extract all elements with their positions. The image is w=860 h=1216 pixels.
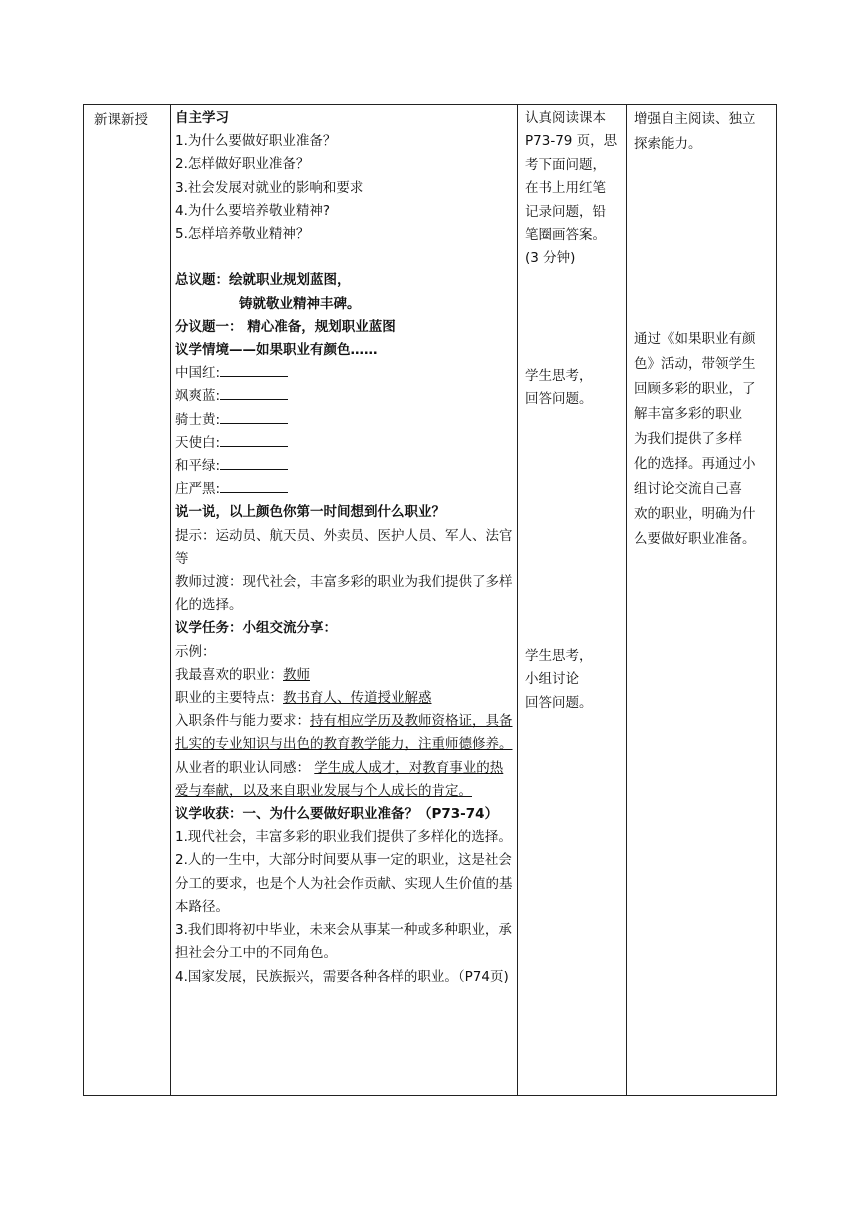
example-label: 示例：: [175, 643, 216, 660]
answer-blank: [220, 362, 288, 377]
answer-blank: [220, 432, 288, 447]
situation-heading: 议学情境——如果职业有颜色……: [175, 342, 378, 359]
identity-row: [175, 757, 513, 803]
student-activity-cell: [517, 105, 626, 1095]
intent-line: 欢的职业，明确为什: [634, 506, 756, 522]
harvest-point: 3.我们即将初中毕业，未来会从事某一种或多种职业，承担社会分工中的不同角色。: [175, 922, 512, 962]
field-value: 教书育人、传道授业解惑: [283, 690, 432, 707]
color-blank-row: [175, 455, 513, 478]
question-item: 5.怎样培养敬业精神？: [175, 226, 310, 243]
color-blank-row: [175, 478, 513, 501]
teacher-transition: 教师过渡：现代社会，丰富多彩的职业为我们提供了多样化的选择。: [175, 574, 513, 614]
harvest-point: 4.国家发展，民族振兴，需要各种各样的职业。（P74页): [175, 968, 509, 985]
color-blank-row: [175, 432, 513, 455]
harvest-heading: 议学收获：一、为什么要做好职业准备？（P73-74）: [175, 806, 499, 823]
activity-line: 回答问题。: [525, 391, 593, 408]
activity-line: (3 分钟): [525, 250, 576, 267]
field-value: 持有相应学历及教师资格证，具备扎实的专业知识与出色的教育教学能力，注重师德修养。: [175, 713, 513, 753]
question-item: 4.为什么要培养敬业精神?: [175, 202, 331, 219]
main-topic: 总议题：绘就职业规划蓝图，: [175, 272, 351, 289]
activity-line: 记录问题，铅: [525, 203, 606, 220]
discussion-prompt: 说一说，以上颜色你第一时间想到什么职业？: [175, 504, 445, 521]
answer-blank: [220, 478, 288, 493]
harvest-point: 1.现代社会，丰富多彩的职业我们提供了多样化的选择。: [175, 829, 512, 846]
activity-block: [525, 645, 593, 715]
job-feature-row: [175, 687, 513, 710]
intent-line: 通过《如果职业有颜: [634, 331, 756, 347]
answer-blank: [220, 385, 288, 400]
field-label: 入职条件与能力要求：: [175, 713, 310, 730]
intent-line: 增强自主阅读、独立: [634, 111, 756, 127]
color-label: 中国红:: [175, 365, 221, 382]
activity-line: 在书上用红笔: [525, 180, 606, 197]
content-cell: [170, 105, 517, 1095]
hint-text: 提示：运动员、航天员、外卖员、医护人员、军人、法官等: [175, 527, 513, 567]
main-topic-continued: 铸就敬业精神丰碑。: [239, 295, 361, 312]
subtopic: 分议题一： 精心准备，规划职业蓝图: [175, 318, 396, 335]
field-value: 学生成人成才，对教育事业的热爱与奉献，以及来自职业发展与个人成长的肯定。: [175, 759, 504, 799]
harvest-point: 2.人的一生中，大部分时间要从事一定的职业，这是社会分工的要求，也是个人为社会作贡献、实现人生价值的基本路径。: [175, 852, 513, 915]
requirement-row: [175, 710, 513, 756]
field-value: 教师: [283, 666, 310, 683]
activity-line: 学生思考，: [525, 368, 593, 384]
intent-line: 为我们提供了多样: [634, 431, 742, 447]
design-intent-cell: [626, 105, 778, 1095]
intent-line: 解丰富多彩的职业: [634, 406, 742, 422]
color-label: 庄严黑:: [175, 481, 221, 498]
intent-block: [634, 107, 774, 157]
answer-blank: [220, 455, 288, 470]
color-blank-row: [175, 362, 513, 385]
color-label: 飒爽蓝:: [175, 388, 221, 405]
activity-line: 考下面问题，: [525, 156, 606, 173]
color-blank-row: [175, 409, 513, 432]
stage-cell: [84, 105, 170, 1095]
activity-line: 笔圈画答案。: [525, 227, 606, 244]
color-blank-row: [175, 385, 513, 408]
question-item: 2.怎样做好职业准备？: [175, 156, 310, 173]
color-label: 天使白:: [175, 434, 221, 451]
question-item: 1.为什么要做好职业准备？: [175, 133, 337, 150]
activity-line: 小组讨论: [525, 671, 579, 688]
color-label: 和平绿:: [175, 458, 221, 475]
stage-label: 新课新授: [94, 112, 148, 128]
task-heading: 议学任务：小组交流分享：: [175, 620, 337, 637]
section-heading: 自主学习: [175, 110, 229, 126]
intent-line: 化的选择。再通过小: [634, 456, 756, 472]
intent-line: 组讨论交流自己喜: [634, 481, 742, 497]
answer-blank: [220, 409, 288, 424]
intent-line: 么要做好职业准备。: [634, 531, 756, 547]
lesson-table: [83, 104, 777, 1096]
intent-line: 探索能力。: [634, 136, 702, 152]
activity-line: 认真阅读课本: [525, 110, 606, 126]
field-label: 我最喜欢的职业：: [175, 666, 283, 683]
favorite-job-row: [175, 664, 513, 687]
activity-block: [525, 365, 593, 412]
field-label: 从业者的职业认同感：: [175, 759, 315, 776]
activity-line: 回答问题。: [525, 694, 593, 711]
field-label: 职业的主要特点：: [175, 690, 283, 707]
activity-line: P73-79 页，思: [525, 133, 618, 150]
question-item: 3.社会发展对就业的影响和要求: [175, 179, 364, 196]
activity-block: [525, 107, 623, 271]
activity-line: 学生思考，: [525, 648, 593, 664]
intent-line: 色》活动，带领学生: [634, 356, 756, 372]
intent-block: [634, 327, 756, 552]
color-label: 骑士黄:: [175, 411, 221, 428]
intent-line: 回顾多彩的职业，了: [634, 381, 756, 397]
